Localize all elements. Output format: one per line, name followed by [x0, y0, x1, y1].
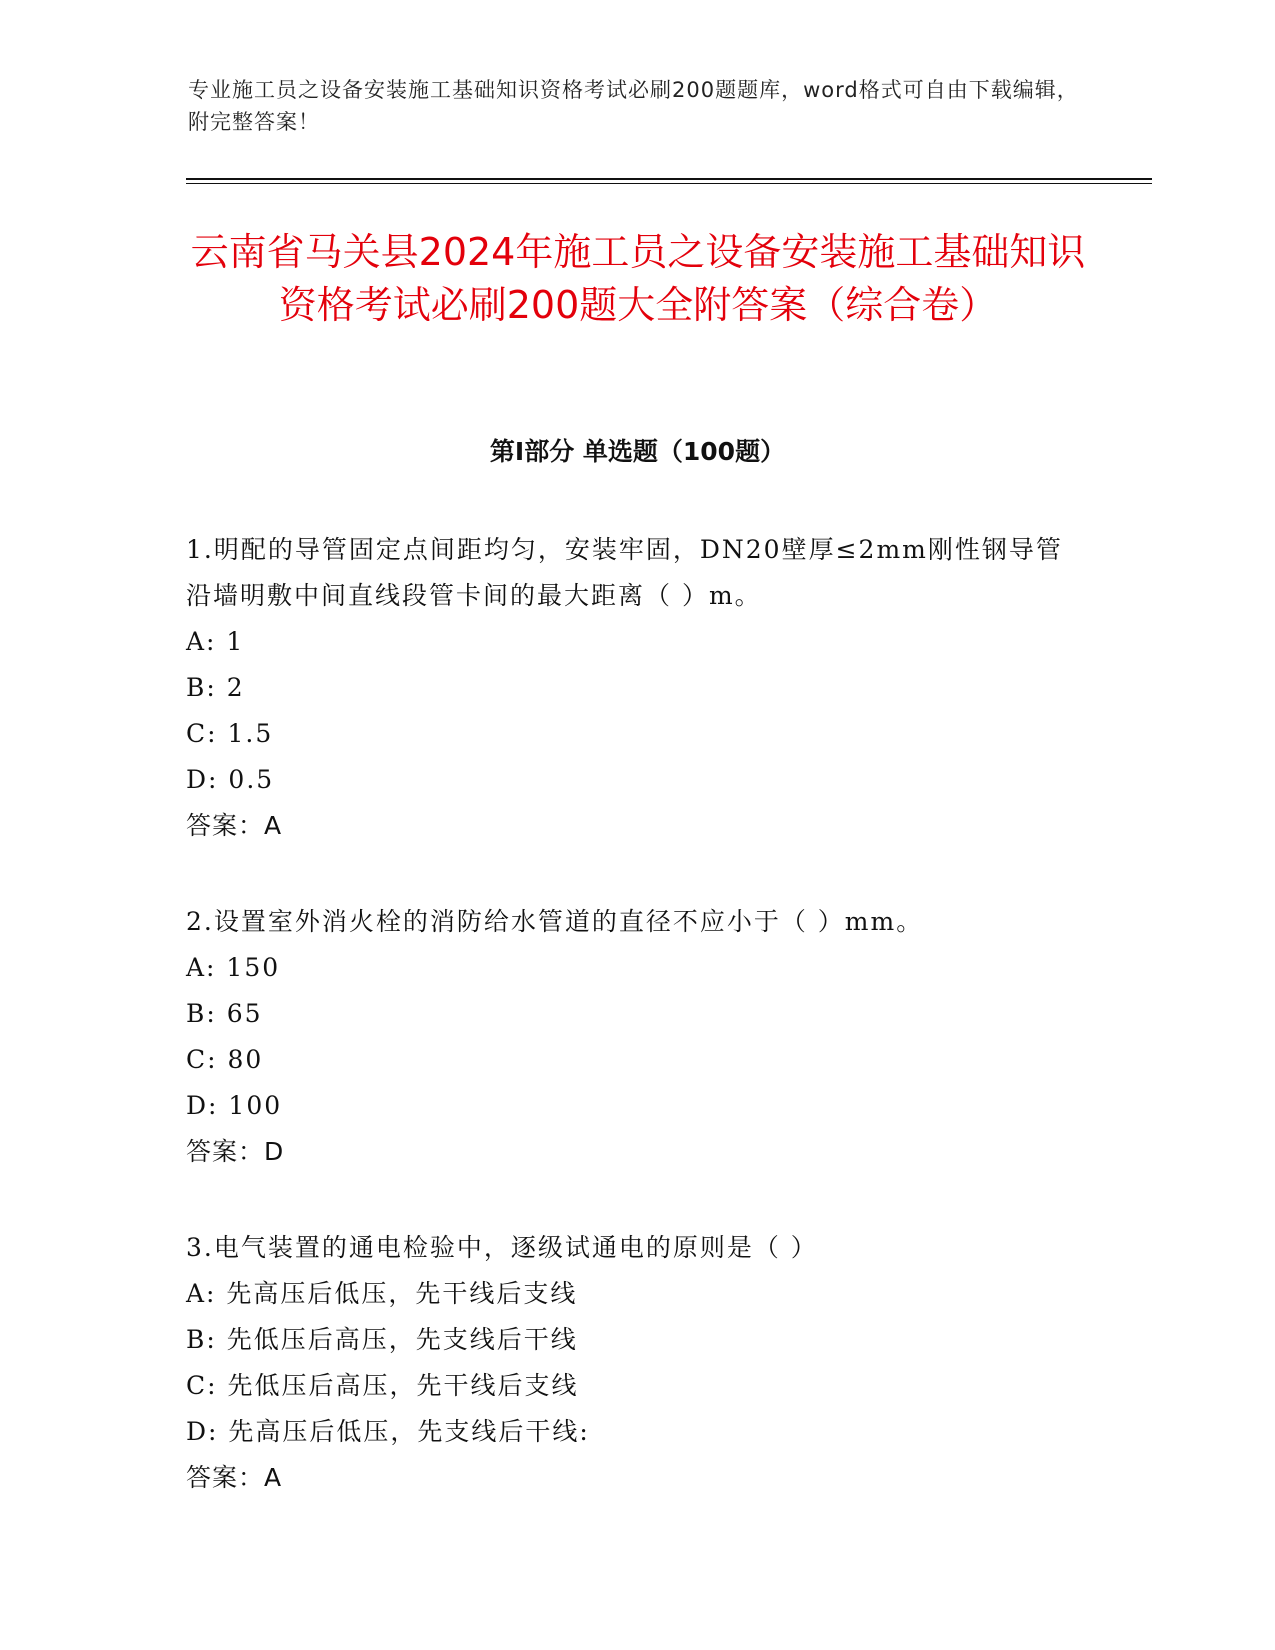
- option-b: B: 先低压后高压，先支线后干线: [186, 1325, 578, 1354]
- option-c: C: 1.5: [186, 719, 274, 748]
- option-a: A: 1: [186, 627, 245, 656]
- option-d: D: 100: [186, 1091, 283, 1120]
- header-rule-thick: [186, 178, 1152, 180]
- question-2: [186, 899, 1076, 1175]
- question-stem: 3.电气装置的通电检验中，逐级试通电的原则是（ ）: [186, 1233, 818, 1262]
- option-b: B: 2: [186, 673, 245, 702]
- option-c: C: 先低压后高压，先干线后支线: [186, 1371, 579, 1400]
- question-3: [186, 1225, 1076, 1501]
- question-list: [186, 527, 1076, 1551]
- answer: 答案：A: [186, 811, 283, 840]
- option-c: C: 80: [186, 1045, 264, 1074]
- option-d: D: 先高压后低压，先支线后干线:: [186, 1417, 590, 1446]
- option-a: A: 先高压后低压，先干线后支线: [186, 1279, 578, 1308]
- option-a: A: 150: [186, 953, 281, 982]
- answer: 答案：D: [186, 1137, 285, 1166]
- document-title: 云南省马关县2024年施工员之设备安装施工基础知识资格考试必刷200题大全附答案（综合卷）: [190, 230, 1086, 327]
- header-note: 专业施工员之设备安装施工基础知识资格考试必刷200题题库，word格式可自由下载编辑，附完整答案！: [188, 78, 1079, 134]
- question-1: [186, 527, 1076, 849]
- option-b: B: 65: [186, 999, 263, 1028]
- option-d: D: 0.5: [186, 765, 275, 794]
- section-heading: 第I部分 单选题（100题）: [489, 437, 786, 466]
- question-stem: 2.设置室外消火栓的消防给水管道的直径不应小于（ ）mm。: [186, 907, 924, 936]
- answer: 答案：A: [186, 1463, 283, 1492]
- header-rule-thin: [186, 183, 1152, 184]
- question-stem: 1.明配的导管固定点间距均匀，安装牢固，DN20壁厚≤2mm刚性钢导管沿墙明敷中间直线段管卡间的最大距离（ ）m。: [186, 535, 1063, 610]
